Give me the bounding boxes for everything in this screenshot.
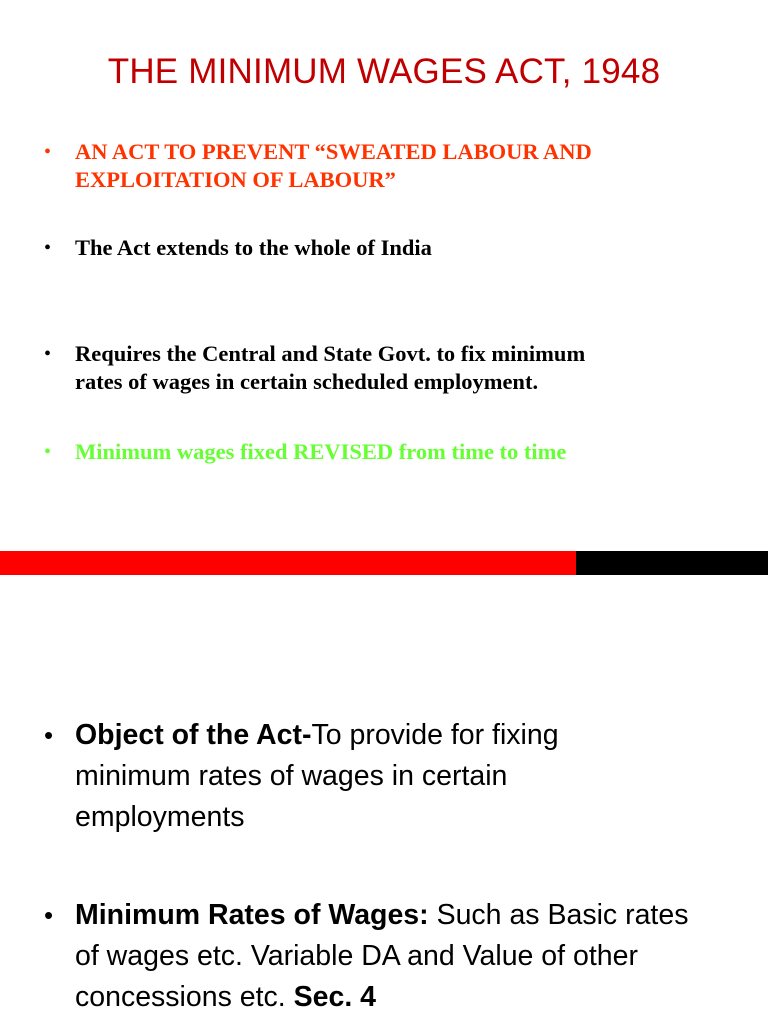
bullet-object-of-act — [44, 715, 734, 838]
divider-black-bar — [576, 551, 768, 575]
bullet-govt-requirement — [44, 340, 684, 396]
bullet-marker: • — [44, 141, 52, 163]
bullet-text-line: employments — [75, 801, 245, 833]
bullet-marker: • — [44, 343, 52, 365]
bullet-marker: • — [44, 900, 54, 930]
bullet-marker: • — [44, 441, 52, 463]
divider-red-bar — [0, 551, 576, 575]
bullet-text-line: AN ACT TO PREVENT “SWEATED LABOUR AND — [75, 139, 592, 164]
bullet-act-purpose — [44, 138, 684, 194]
bullet-text-line: Such as Basic rates — [428, 899, 689, 931]
bullet-text — [75, 340, 684, 396]
bullet-text: Minimum wages fixed REVISED from time to time — [75, 439, 567, 464]
bullet-minimum-rates — [44, 895, 734, 1018]
slide-title: THE MINIMUM WAGES ACT, 1948 — [107, 52, 661, 91]
bullet-heading: Minimum Rates of Wages: — [75, 899, 429, 931]
bullet-marker: • — [44, 720, 54, 750]
bullet-text-line: Requires the Central and State Govt. to fix minimum — [75, 341, 586, 366]
bullet-text-line: rates of wages in certain scheduled employment. — [75, 369, 539, 394]
bullet-wages-revised — [44, 438, 684, 466]
bullet-text — [75, 715, 734, 838]
bullet-text — [75, 895, 734, 1018]
bullet-act-extent — [44, 234, 684, 262]
bullet-text — [75, 138, 684, 194]
bullet-text-line: minimum rates of wages in certain — [75, 760, 508, 792]
section-reference: Sec. 4 — [293, 981, 377, 1013]
bullet-text: The Act extends to the whole of India — [75, 235, 432, 260]
bullet-text-line: EXPLOITATION OF LABOUR” — [75, 167, 396, 192]
bullet-text-line: concessions etc. — [75, 981, 294, 1013]
bullet-marker: • — [44, 237, 52, 259]
bullet-text-line: of wages etc. Variable DA and Value of other — [75, 940, 638, 972]
bullet-heading: Object of the Act- — [75, 719, 312, 751]
bullet-text-line: To provide for fixing — [311, 719, 559, 751]
